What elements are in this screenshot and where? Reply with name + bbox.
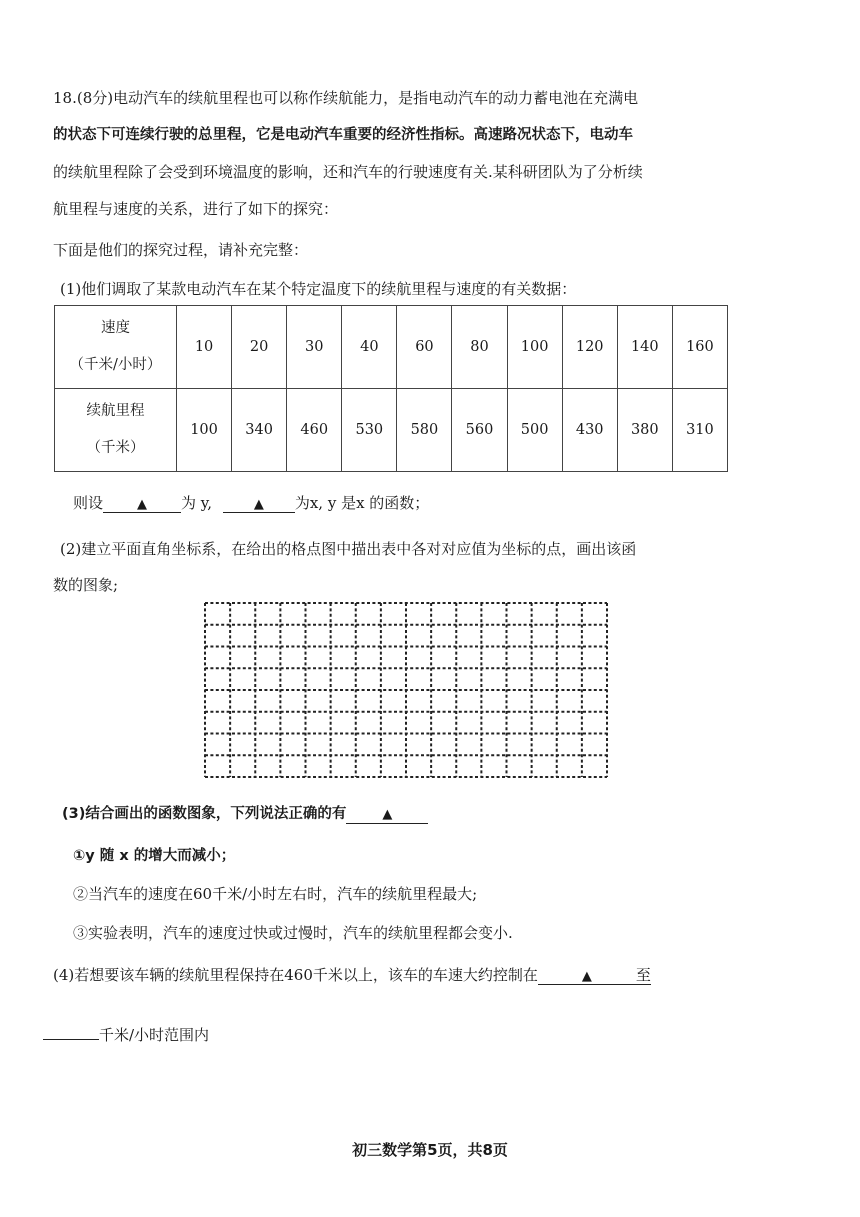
- intro-line-2: 的状态下可连续行驶的总里程，它是电动汽车重要的经济性指标。高速路况状态下，电动车: [53, 127, 633, 143]
- fill-text-a: 则设: [73, 494, 104, 512]
- dotted-grid[interactable]: [202, 600, 610, 780]
- speed-cell: 140: [617, 306, 672, 389]
- range-cell: 580: [397, 389, 452, 472]
- triangle-marker-icon: ▲: [137, 497, 148, 512]
- part3-option-3: ③实验表明，汽车的速度过快或过慢时，汽车的续航里程都会变小.: [73, 924, 513, 942]
- triangle-marker-icon: ▲: [382, 807, 393, 822]
- range-cell: 460: [287, 389, 342, 472]
- range-cell: 530: [342, 389, 397, 472]
- range-cell: 340: [232, 389, 287, 472]
- range-cell: 100: [177, 389, 232, 472]
- speed-cell: 20: [232, 306, 287, 389]
- intro-line-3: 的续航里程除了会受到环境温度的影响，还和汽车的行驶速度有关.某科研团队为了分析续: [53, 163, 643, 181]
- data-table: [54, 305, 728, 472]
- triangle-marker-icon: ▲: [581, 969, 592, 984]
- part3-option-1: ①y 随 x 的增大而减小；: [73, 848, 236, 864]
- part4-line-1: [53, 965, 651, 985]
- page-footer: 初三数学第5页，共8页: [352, 1141, 508, 1159]
- intro-line-1: 18.(8分)电动汽车的续航里程也可以称作续航能力，是指电动汽车的动力蓄电池在充满电: [53, 89, 639, 107]
- part2-line-2: 数的图象;: [53, 576, 119, 594]
- answer-blank-part3[interactable]: [346, 805, 428, 824]
- range-unit: （千米）: [86, 440, 145, 456]
- intro-line-4: 航里程与速度的关系，进行了如下的探究：: [53, 200, 339, 218]
- table-row-range: [55, 389, 728, 472]
- part4-line-2: [43, 1021, 209, 1045]
- speed-unit: （千米/小时）: [69, 357, 162, 373]
- fill-text-b: 为 y,: [181, 494, 213, 512]
- speed-cell: 80: [452, 306, 507, 389]
- part4-text: (4)若想要该车辆的续航里程保持在460千米以上，该车的车速大约控制在: [53, 966, 538, 984]
- range-cell: 560: [452, 389, 507, 472]
- part3-option-2: ②当汽车的速度在60千米/小时左右时，汽车的续航里程最大;: [73, 885, 478, 903]
- speed-cell: 160: [672, 306, 727, 389]
- part3-prompt: (3)结合画出的函数图象，下列说法正确的有: [62, 806, 347, 822]
- answer-blank-x[interactable]: [223, 494, 295, 513]
- speed-cell: 60: [397, 306, 452, 389]
- part3-prompt-line: [62, 804, 428, 824]
- answer-blank-y[interactable]: [103, 494, 181, 513]
- range-cell: 430: [562, 389, 617, 472]
- answer-blank-part4-high[interactable]: [43, 1021, 99, 1040]
- speed-cell: 30: [287, 306, 342, 389]
- part4-text-2: 千米/小时范围内: [99, 1026, 210, 1044]
- speed-header: [55, 306, 177, 389]
- range-header: [55, 389, 177, 472]
- part4-to: 至: [635, 966, 651, 984]
- range-cell: 310: [672, 389, 727, 472]
- answer-blank-part4-low[interactable]: [538, 966, 636, 985]
- part1-prompt: (1)他们调取了某款电动汽车在某个特定温度下的续航里程与速度的有关数据：: [60, 280, 577, 298]
- part2-line-1: (2)建立平面直角坐标系，在给出的格点图中描出表中各对对应值为坐标的点，画出该函: [60, 540, 637, 558]
- speed-label: 速度: [101, 320, 130, 336]
- intro-line-5: 下面是他们的探究过程，请补充完整：: [53, 241, 309, 259]
- part1-fill-line: [73, 493, 429, 513]
- table-row-speed: [55, 306, 728, 389]
- speed-cell: 120: [562, 306, 617, 389]
- triangle-marker-icon: ▲: [253, 497, 264, 512]
- range-cell: 380: [617, 389, 672, 472]
- fill-text-c: 为x, y 是x 的函数；: [294, 494, 430, 512]
- range-cell: 500: [507, 389, 562, 472]
- speed-cell: 100: [507, 306, 562, 389]
- speed-cell: 10: [177, 306, 232, 389]
- speed-cell: 40: [342, 306, 397, 389]
- range-label: 续航里程: [86, 403, 145, 419]
